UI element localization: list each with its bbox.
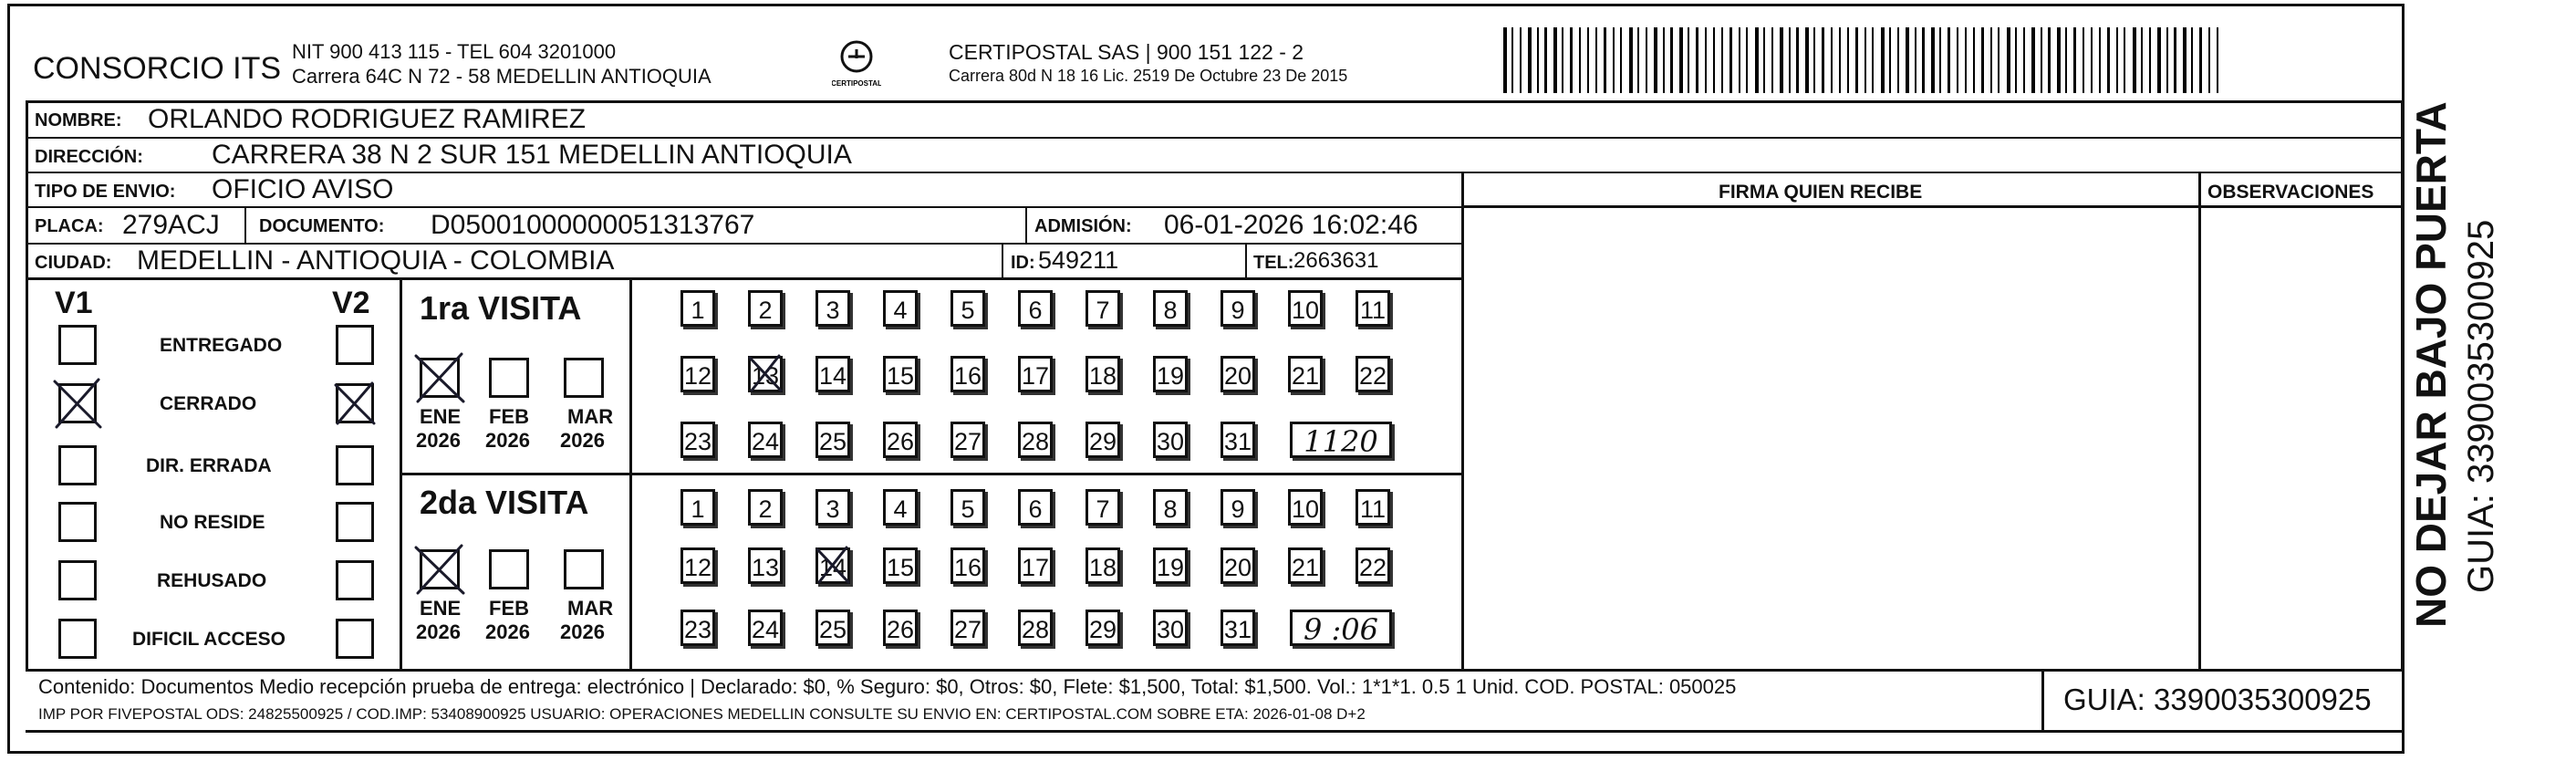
visit1-day-28[interactable]: 28 [1018,422,1053,458]
visit2-day-4[interactable]: 4 [883,489,918,526]
visit1-title: 1ra VISITA [420,289,582,327]
visit2-day-10[interactable]: 10 [1288,489,1323,526]
visit2-day-2[interactable]: 2 [748,489,783,526]
visit1-day-20[interactable]: 20 [1220,356,1255,392]
visit1-day-11[interactable]: 11 [1356,290,1390,327]
tel-label: TEL: [1253,253,1294,273]
tipo-envio-value: OFICIO AVISO [212,174,394,204]
nombre-label: NOMBRE: [35,110,122,130]
visit2-day-7[interactable]: 7 [1085,489,1120,526]
visit2-day-31[interactable]: 31 [1220,610,1255,646]
visit1-day-31[interactable]: 31 [1220,422,1255,458]
carrier-address: Carrera 80d N 18 16 Lic. 2519 De Octubre 23 De 2015 [949,67,1348,85]
visit1-day-29[interactable]: 29 [1085,422,1120,458]
status-label-1: CERRADO [160,393,257,414]
visit1-year-label-1: 2026 [485,429,530,452]
visit2-month-label-2: MAR [567,597,614,620]
visit1-day-9[interactable]: 9 [1220,290,1255,327]
visit2-day-9[interactable]: 9 [1220,489,1255,526]
documento-label: DOCUMENTO: [259,216,385,236]
company-name: CONSORCIO ITS [33,51,282,86]
visit2-day-5[interactable]: 5 [950,489,985,526]
visit1-day-24[interactable]: 24 [748,422,783,458]
visit1-month-label-2: MAR [567,405,614,428]
visit2-day-29[interactable]: 29 [1085,610,1120,646]
visit2-day-3[interactable]: 3 [815,489,850,526]
direccion-label: DIRECCIÓN: [35,147,143,167]
visit2-month-label-0: ENE [420,597,462,620]
visit2-day-21[interactable]: 21 [1288,547,1323,584]
visit2-day-8[interactable]: 8 [1153,489,1188,526]
carrier-name: CERTIPOSTAL SAS | 900 151 122 - 2 [949,40,1304,64]
visit2-day-17[interactable]: 17 [1018,547,1053,584]
v2-checkbox-2[interactable] [336,445,374,485]
visit1-day-mark [746,352,788,398]
direccion-value: CARRERA 38 N 2 SUR 151 MEDELLIN ANTIOQUIA [212,140,852,170]
visit1-month-box-2[interactable] [564,358,604,398]
visit1-month-label-0: ENE [420,405,462,428]
visit1-day-18[interactable]: 18 [1085,356,1120,392]
v2-checkbox-3[interactable] [336,502,374,542]
visit2-day-6[interactable]: 6 [1018,489,1053,526]
tipo-envio-label: TIPO DE ENVIO: [35,182,176,202]
footer-guia: GUIA: 3390035300925 [2063,683,2372,716]
v1-checkbox-3[interactable] [58,502,97,542]
visit1-day-6[interactable]: 6 [1018,290,1053,327]
visit2-year-label-0: 2026 [416,620,461,643]
barcode [1503,27,2226,93]
visit1-day-26[interactable]: 26 [883,422,918,458]
observaciones-header: OBSERVACIONES [2207,182,2374,203]
visit2-day-11[interactable]: 11 [1356,489,1390,526]
visit2-day-23[interactable]: 23 [680,610,715,646]
status-label-2: DIR. ERRADA [146,455,272,476]
visit1-year-label-2: 2026 [560,429,605,452]
v1-checkbox-5[interactable] [58,619,97,659]
visit1-day-2[interactable]: 2 [748,290,783,327]
visit1-day-3[interactable]: 3 [815,290,850,327]
id-value: 549211 [1038,246,1119,274]
visit1-day-15[interactable]: 15 [883,356,918,392]
id-label: ID: [1011,253,1035,273]
visit1-day-25[interactable]: 25 [815,422,850,458]
v2-checkbox-5[interactable] [336,619,374,659]
logo-icon [832,38,881,91]
visit2-day-15[interactable]: 15 [883,547,918,584]
visit2-month-box-2[interactable] [564,549,604,589]
visit2-day-24[interactable]: 24 [748,610,783,646]
visit2-day-30[interactable]: 30 [1153,610,1188,646]
placa-value: 279ACJ [122,210,220,240]
v1-checkbox-0[interactable] [58,325,97,365]
v1-check-mark-1 [51,376,108,434]
visit2-day-19[interactable]: 19 [1153,547,1188,584]
footer-impresion: IMP POR FIVEPOSTAL ODS: 24825500925 / COD.IMP: 53408900925 USUARIO: OPERACIONES MEDELLIN CONSULTE SU ENVIO EN: CERTIPOSTAL.COM SOBRE ETA: 2026-01-08 D+2 [38,705,1366,723]
v2-check-mark-1 [332,380,381,431]
visit1-day-17[interactable]: 17 [1018,356,1053,392]
visit2-day-1[interactable]: 1 [680,489,715,526]
visit1-month-mark-0 [412,350,471,409]
visit1-day-4[interactable]: 4 [883,290,918,327]
company-nit: NIT 900 413 115 - TEL 604 3201000 [292,40,617,63]
visit1-day-13[interactable]: 13 [748,356,783,392]
v1-checkbox-2[interactable] [58,445,97,485]
visit2-day-14[interactable]: 14 [815,547,850,584]
visit2-year-label-1: 2026 [485,620,530,643]
v1-checkbox-4[interactable] [58,560,97,600]
visit2-day-25[interactable]: 25 [815,610,850,646]
visit2-day-12[interactable]: 12 [680,547,715,584]
visit2-time-box[interactable]: 9 :06 [1290,610,1392,646]
visit1-day-10[interactable]: 10 [1288,290,1323,327]
svg-text:CERTIPOSTAL: CERTIPOSTAL [832,79,881,88]
visit1-day-23[interactable]: 23 [680,422,715,458]
visit1-time-box[interactable]: 1120 [1290,422,1392,458]
visit1-day-30[interactable]: 30 [1153,422,1188,458]
ciudad-value: MEDELLIN - ANTIOQUIA - COLOMBIA [137,245,615,276]
ciudad-label: CIUDAD: [35,253,112,273]
firma-header: FIRMA QUIEN RECIBE [1719,182,1923,203]
visit2-month-label-1: FEB [489,597,529,620]
status-label-3: NO RESIDE [160,512,265,533]
v2-checkbox-4[interactable] [336,560,374,600]
visit1-day-12[interactable]: 12 [680,356,715,392]
visit2-day-16[interactable]: 16 [950,547,985,584]
visit1-month-box-1[interactable] [489,358,529,398]
visit2-day-28[interactable]: 28 [1018,610,1053,646]
visit2-day-mark [814,544,856,589]
visit1-day-1[interactable]: 1 [680,290,715,327]
admision-label: ADMISIÓN: [1034,216,1132,236]
visit2-day-20[interactable]: 20 [1220,547,1255,584]
admision-value: 06-01-2026 16:02:46 [1164,210,1418,240]
visit1-day-16[interactable]: 16 [950,356,985,392]
visit1-day-7[interactable]: 7 [1085,290,1120,327]
visit2-month-mark-0 [412,542,471,600]
visit1-month-label-1: FEB [489,405,529,428]
footer-contenido: Contenido: Documentos Medio recepción prueba de entrega: electrónico | Declarado: $0, % Seguro: $0, Otros: $0, Flete: $1,500, Total: $1,500. Vol.: 1*1*1. 0.5 1 Unid. COD. POSTAL: 050025 [38,675,1737,698]
visit1-day-27[interactable]: 27 [950,422,985,458]
visit2-year-label-2: 2026 [560,620,605,643]
status-label-4: REHUSADO [157,570,267,591]
visit1-year-label-0: 2026 [416,429,461,452]
documento-value: D05001000000051313767 [431,210,755,240]
visit2-month-box-1[interactable] [489,549,529,589]
placa-label: PLACA: [35,216,104,236]
visit2-day-13[interactable]: 13 [748,547,783,584]
nombre-value: ORLANDO RODRIGUEZ RAMIREZ [148,104,587,134]
side-guia: GUIA: 3390035300925 [2461,219,2501,593]
v1-header: V1 [55,286,93,320]
visit2-day-26[interactable]: 26 [883,610,918,646]
v2-checkbox-0[interactable] [336,325,374,365]
visit2-day-22[interactable]: 22 [1356,547,1390,584]
status-label-5: DIFICIL ACCESO [132,629,286,650]
tel-value: 2663631 [1293,248,1379,273]
visit2-day-27[interactable]: 27 [950,610,985,646]
v2-header: V2 [332,286,370,320]
visit1-day-5[interactable]: 5 [950,290,985,327]
status-label-0: ENTREGADO [160,335,283,356]
visit2-day-18[interactable]: 18 [1085,547,1120,584]
visit1-day-19[interactable]: 19 [1153,356,1188,392]
visit2-title: 2da VISITA [420,484,589,521]
side-warning: NO DEJAR BAJO PUERTA [2407,101,2455,628]
company-address: Carrera 64C N 72 - 58 MEDELLIN ANTIOQUIA [292,65,712,88]
visit1-day-8[interactable]: 8 [1153,290,1188,327]
certipostal-logo [832,38,881,91]
visit1-day-22[interactable]: 22 [1356,356,1390,392]
visit1-day-14[interactable]: 14 [815,356,850,392]
visit1-day-21[interactable]: 21 [1288,356,1323,392]
